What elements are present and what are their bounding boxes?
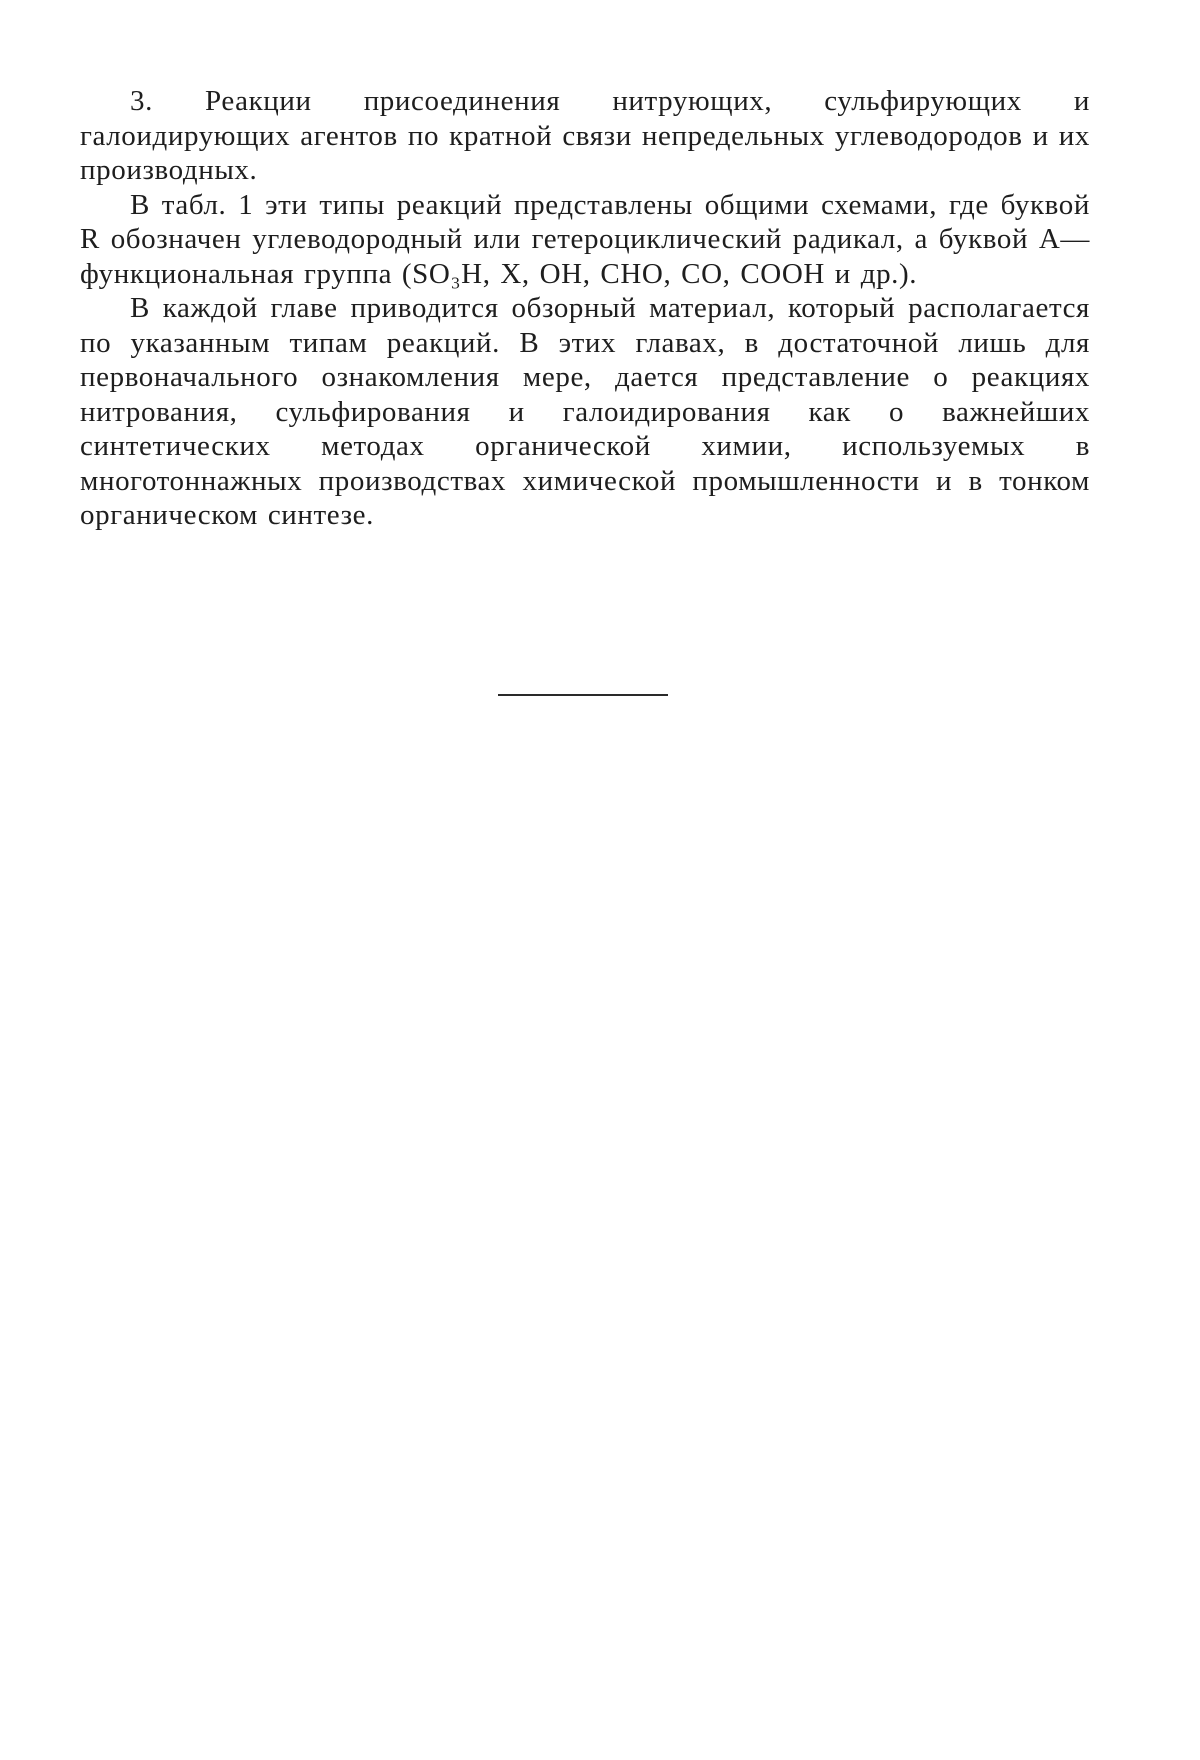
paragraph-table-description: В табл. 1 эти типы реакций представлены общими схемами, где буквой R обозначен углеводородный или гетероциклический радикал, а буквой A—функциональная группа (SO₃H, X, OH, CHO, CO, COOH и др.). — [80, 188, 1090, 290]
body-text — [80, 84, 1090, 533]
paragraph-chapter-overview: В каждой главе приводится обзорный материал, который располагается по указанным типам реакций. В этих главах, в достаточной лишь для первоначального ознакомления мере, дается представление о реакциях нитрования, сульфирования и галоидирования как о важнейших синтетических методах органической химии, используемых в многотоннажных производствах химической промышленности и в тонком органическом синтезе. — [80, 292, 1090, 531]
section-end-rule — [498, 694, 668, 696]
paragraph-reaction-types-3: 3. Реакции присоединения нитрующих, сульфирующих и галоидирующих агентов по кратной связи непредельных углеводородов и их производных. — [80, 85, 1090, 186]
